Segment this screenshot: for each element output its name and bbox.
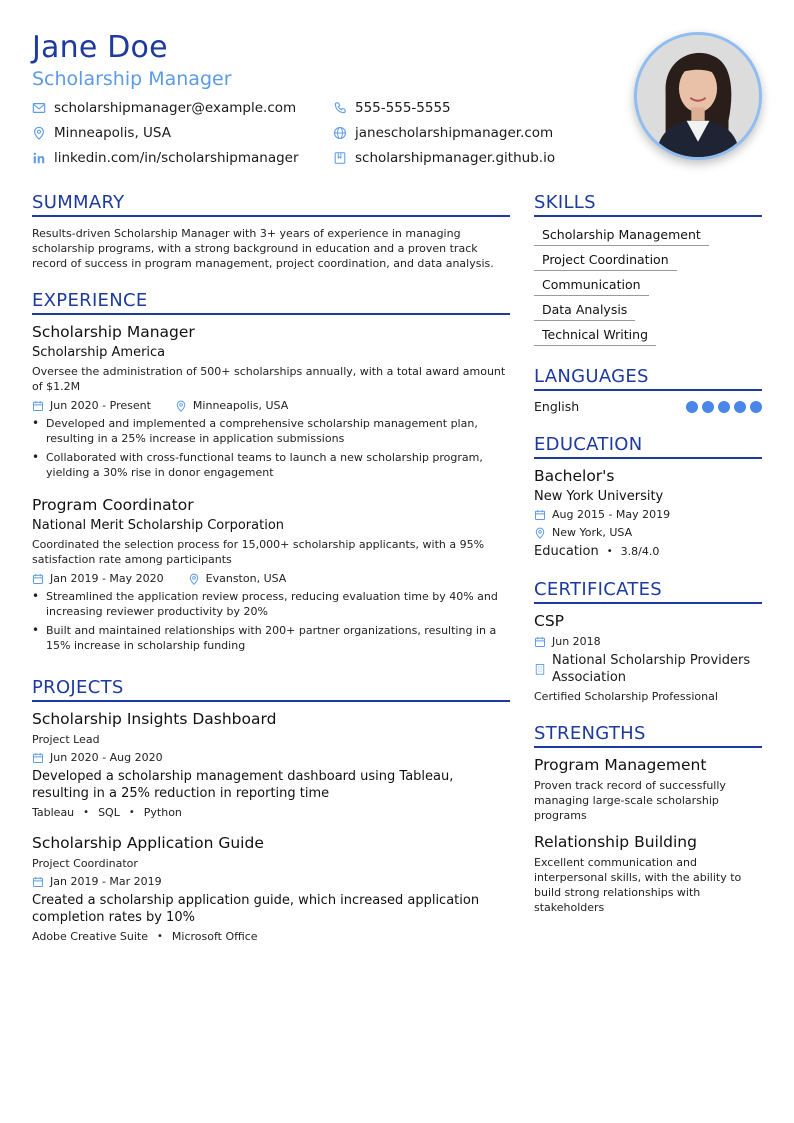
contact-linkedin[interactable]	[32, 150, 299, 166]
job-description: Coordinated the selection process for 15,000+ scholarship applicants, with a 95% satisfaction rate among participants	[32, 538, 485, 566]
education-heading: EDUCATION	[534, 434, 762, 459]
project-tags: Adobe Creative Suite • Microsoft Office	[32, 930, 258, 943]
project-tag: Tableau	[32, 806, 75, 819]
certificates-heading: CERTIFICATES	[534, 579, 762, 604]
project-item	[32, 710, 510, 819]
skills-heading: SKILLS	[534, 192, 762, 217]
job-bullet: • Built and maintained relationships with 200+ partner organizations, resulting in a 15% increase in scholarship funding	[32, 623, 510, 653]
summary-text: Results-driven Scholarship Manager with 3+ years of experience in managing scholarship programs, with a strong background in education and a proven track record of success in program management, project coordination, and data analysis.	[32, 227, 494, 270]
cert-issuer: National Scholarship Providers Association	[552, 653, 751, 685]
skill-tag: Scholarship Management	[534, 227, 709, 246]
calendar-icon	[534, 509, 546, 521]
job-title: Program Coordinator	[32, 496, 194, 514]
profile-photo	[634, 32, 762, 160]
contact-email[interactable]	[32, 100, 296, 116]
edu-dates: Aug 2015 - May 2019	[552, 508, 671, 521]
job-bullets	[32, 416, 510, 480]
summary-heading: SUMMARY	[32, 192, 510, 217]
level-dot	[750, 401, 762, 413]
job-bullet: • Streamlined the application review process, reducing evaluation time by 40% and increasing reviewer productivity by 20%	[32, 589, 510, 619]
edu-field-row: Education • 3.8/4.0	[534, 544, 660, 559]
calendar-icon	[32, 573, 44, 585]
level-dot	[718, 401, 730, 413]
project-role: Project Lead	[32, 733, 100, 746]
contact-email-text: scholarshipmanager@example.com	[54, 100, 297, 116]
cert-description: Certified Scholarship Professional	[534, 690, 718, 703]
level-dot	[734, 401, 746, 413]
contact-github[interactable]	[333, 150, 555, 166]
job-location: Evanston, USA	[205, 572, 287, 585]
project-title: Scholarship Application Guide	[32, 834, 264, 852]
strength-title: Program Management	[534, 756, 707, 774]
company-name: Scholarship America	[32, 345, 166, 360]
globe-icon	[333, 126, 347, 140]
building-icon	[534, 663, 546, 675]
job-meta	[32, 399, 510, 412]
project-description: Developed a scholarship management dashboard using Tableau, resulting in a 25% reduction in reporting time	[32, 769, 454, 801]
experience-item	[32, 496, 510, 653]
contact-phone-text: 555-555-5555	[355, 100, 451, 116]
certificate-item	[534, 612, 762, 704]
job-description: Oversee the administration of 500+ scholarships annually, with a total award amount of $1.2M	[32, 365, 506, 393]
strength-item	[534, 756, 762, 823]
calendar-icon	[32, 876, 44, 888]
contact-github-text: scholarshipmanager.github.io	[355, 150, 556, 166]
location-pin-icon	[175, 400, 187, 412]
project-meta	[32, 875, 510, 888]
edu-location-row	[534, 526, 762, 539]
job-meta	[32, 572, 510, 585]
candidate-name: Jane Doe	[32, 30, 168, 65]
cert-date-row	[534, 635, 762, 648]
job-bullets	[32, 589, 510, 653]
level-dot	[686, 401, 698, 413]
strength-title: Relationship Building	[534, 833, 697, 851]
project-dates: Jun 2020 - Aug 2020	[50, 751, 163, 764]
edu-gpa: 3.8/4.0	[620, 545, 660, 558]
calendar-icon	[32, 752, 44, 764]
edu-degree: Bachelor's	[534, 467, 615, 485]
edu-school: New York University	[534, 489, 664, 504]
job-title: Scholarship Manager	[32, 323, 195, 341]
skill-tag: Data Analysis	[534, 302, 635, 321]
cert-date: Jun 2018	[552, 635, 601, 648]
cert-name: CSP	[534, 612, 565, 630]
project-description: Created a scholarship application guide, which increased application completion rates by 10%	[32, 893, 480, 925]
job-dates: Jun 2020 - Present	[50, 399, 151, 412]
project-tag: SQL	[98, 806, 120, 819]
project-item	[32, 834, 510, 943]
language-level	[682, 401, 762, 413]
skill-tag: Communication	[534, 277, 649, 296]
job-bullet: • Developed and implemented a comprehensive scholarship management plan, resulting in a 25% increase in application submissions	[32, 416, 510, 446]
edu-location: New York, USA	[552, 526, 633, 539]
job-location: Minneapolis, USA	[192, 399, 289, 412]
skills-list	[534, 224, 762, 346]
experience-heading: EXPERIENCE	[32, 290, 510, 315]
project-tag: Python	[143, 806, 182, 819]
languages-heading: LANGUAGES	[534, 366, 762, 391]
company-name: National Merit Scholarship Corporation	[32, 518, 285, 533]
phone-icon	[333, 101, 347, 115]
strengths-heading: STRENGTHS	[534, 723, 762, 748]
contact-website-text: janescholarshipmanager.com	[355, 125, 554, 141]
project-role: Project Coordinator	[32, 857, 138, 870]
contact-location	[32, 125, 171, 141]
job-dates: Jan 2019 - May 2020	[50, 572, 164, 585]
location-pin-icon	[534, 527, 546, 539]
job-bullet: • Collaborated with cross-functional teams to launch a new scholarship program, yielding a 30% rise in donor engagement	[32, 450, 510, 480]
candidate-role: Scholarship Manager	[32, 68, 232, 90]
skill-tag: Technical Writing	[534, 327, 656, 346]
location-pin-icon	[188, 573, 200, 585]
edu-dates-row	[534, 508, 762, 521]
contact-website[interactable]	[333, 125, 553, 141]
project-title: Scholarship Insights Dashboard	[32, 710, 277, 728]
contact-linkedin-text: linkedin.com/in/scholarshipmanager	[54, 150, 299, 166]
contact-phone[interactable]	[333, 100, 451, 116]
project-tag: Adobe Creative Suite	[32, 930, 148, 943]
language-item	[534, 399, 762, 414]
project-tags: Tableau • SQL • Python	[32, 806, 182, 819]
right-column	[534, 192, 762, 915]
location-pin-icon	[32, 126, 46, 140]
level-dot	[702, 401, 714, 413]
strength-item	[534, 833, 762, 915]
calendar-icon	[32, 400, 44, 412]
project-dates: Jan 2019 - Mar 2019	[50, 875, 162, 888]
experience-item	[32, 323, 510, 480]
strength-text: Excellent communication and interpersonal skills, with the ability to build strong relationships with stakeholders	[534, 856, 742, 914]
left-column	[32, 192, 510, 943]
cert-issuer-row	[534, 652, 762, 686]
edu-field: Education	[534, 544, 599, 559]
project-tag: Microsoft Office	[171, 930, 258, 943]
projects-heading: PROJECTS	[32, 677, 510, 702]
bookmark-icon	[333, 151, 347, 165]
skill-tag: Project Coordination	[534, 252, 677, 271]
linkedin-icon	[32, 151, 46, 165]
project-meta	[32, 751, 510, 764]
education-item	[534, 467, 762, 559]
mail-icon	[32, 101, 46, 115]
language-name: English	[534, 399, 580, 414]
calendar-icon	[534, 636, 546, 648]
strength-text: Proven track record of successfully managing large-scale scholarship programs	[534, 779, 726, 822]
contact-location-text: Minneapolis, USA	[54, 125, 171, 141]
